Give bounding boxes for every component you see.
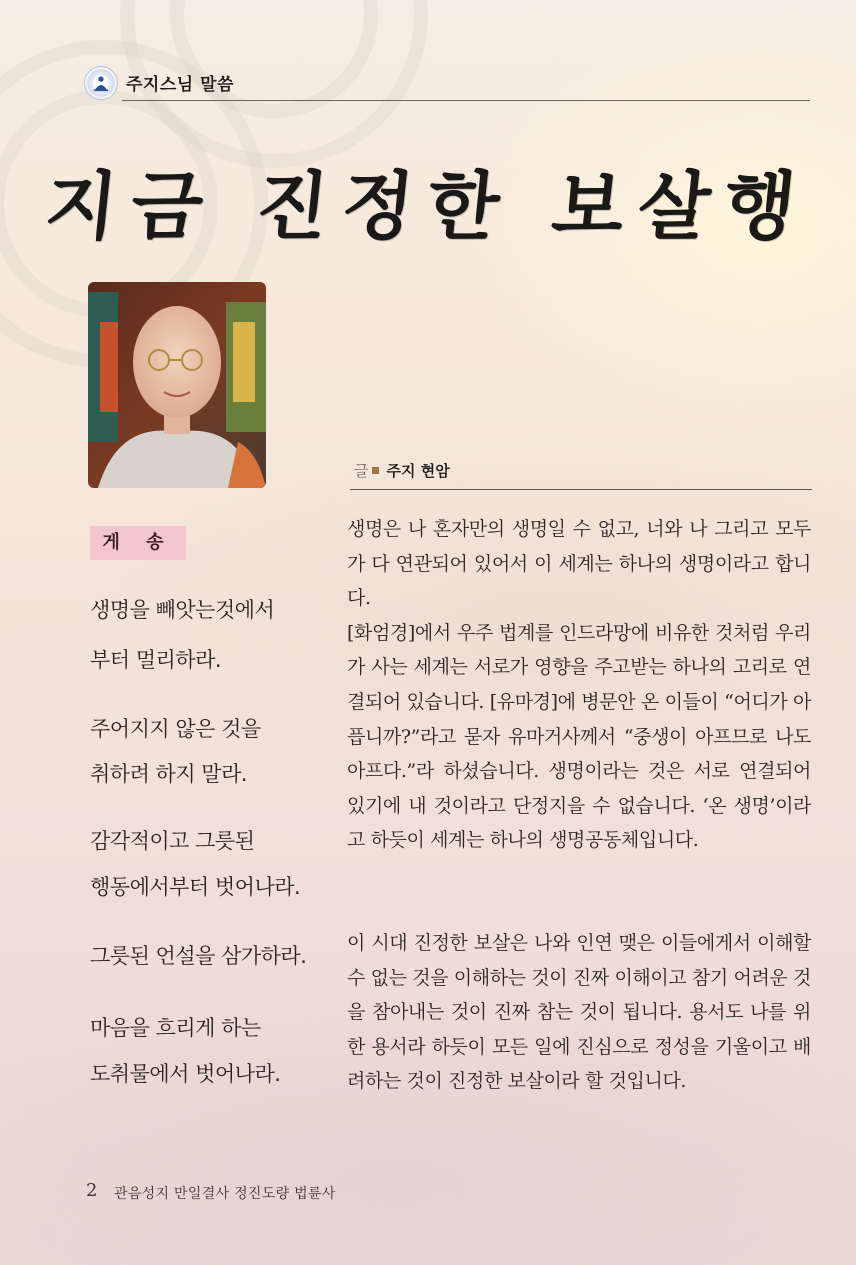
verse-line: 감각적이고 그릇된 <box>90 829 255 853</box>
verse-line: 마음을 흐리게 하는 <box>90 1016 261 1040</box>
body-paragraph: 이 시대 진정한 보살은 나와 인연 맺은 이들에게서 이해할 수 없는 것을 이해하는 것이 진짜 이해이고 참기 어려운 것을 참아내는 것이 진짜 참는 것이 됩니다. 용서도 나를 위한 용서라 하듯이 모든 일에 진심으로 정성을 기울이고 배려하는 것이 진정한 보살이라 할 것입니다. <box>347 932 811 1093</box>
verse-line: 주어지지 않은 것을 <box>90 717 261 741</box>
byline-prefix: 글 <box>354 462 369 480</box>
page-number: 2 <box>86 1180 98 1201</box>
body-paragraph: 생명은 나 혼자만의 생명일 수 없고, 너와 나 그리고 모두가 다 연관되어 있어서 이 세계는 하나의 생명이라고 합니다. <box>347 518 811 610</box>
article-body-part2 <box>347 926 811 1099</box>
verse-line: 취하려 하지 말라. <box>90 762 248 786</box>
publication-title: 관음성지 만일결사 정진도량 법륜사 <box>114 1186 336 1202</box>
header-divider <box>122 100 810 101</box>
buddha-emblem-icon <box>84 66 118 100</box>
body-paragraph: [화엄경]에서 우주 법계를 인드라망에 비유한 것처럼 우리가 사는 세계는 서로가 영향을 주고받는 하나의 고리로 연결되어 있습니다. [유마경]에 병문안 온 이들이 “어디가 아픕니까?”라고 묻자 유마거사께서 “중생이 아프므로 나도 아프다.”라 하셨습니다. 생명이라는 것은 서로 연결되어 있기에 내 것이라고 단정지을 수 없습니다. ‘온 생명’이라고 하듯이 세계는 하나의 생명공동체입니다. <box>347 621 811 852</box>
byline-divider <box>350 489 812 490</box>
article-body-part1 <box>347 512 811 858</box>
verse-tag: 게 송 <box>90 526 186 560</box>
verse-line: 행동에서부터 벗어나라. <box>90 875 301 899</box>
verse-line: 생명을 빼앗는것에서 <box>90 598 275 622</box>
bullet-square-icon <box>372 467 379 474</box>
author-name: 주지 현암 <box>386 462 450 480</box>
author-portrait <box>88 282 266 488</box>
article-title: 지금 진정한 보살행 <box>41 164 814 250</box>
verse-line: 도취물에서 벗어나라. <box>90 1062 281 1086</box>
verse-line: 그릇된 언설을 삼가하라. <box>90 944 307 968</box>
verse-line: 부터 멀리하라. <box>90 648 222 672</box>
section-title: 주지스님 말씀 <box>126 75 234 95</box>
article-byline <box>354 460 450 481</box>
